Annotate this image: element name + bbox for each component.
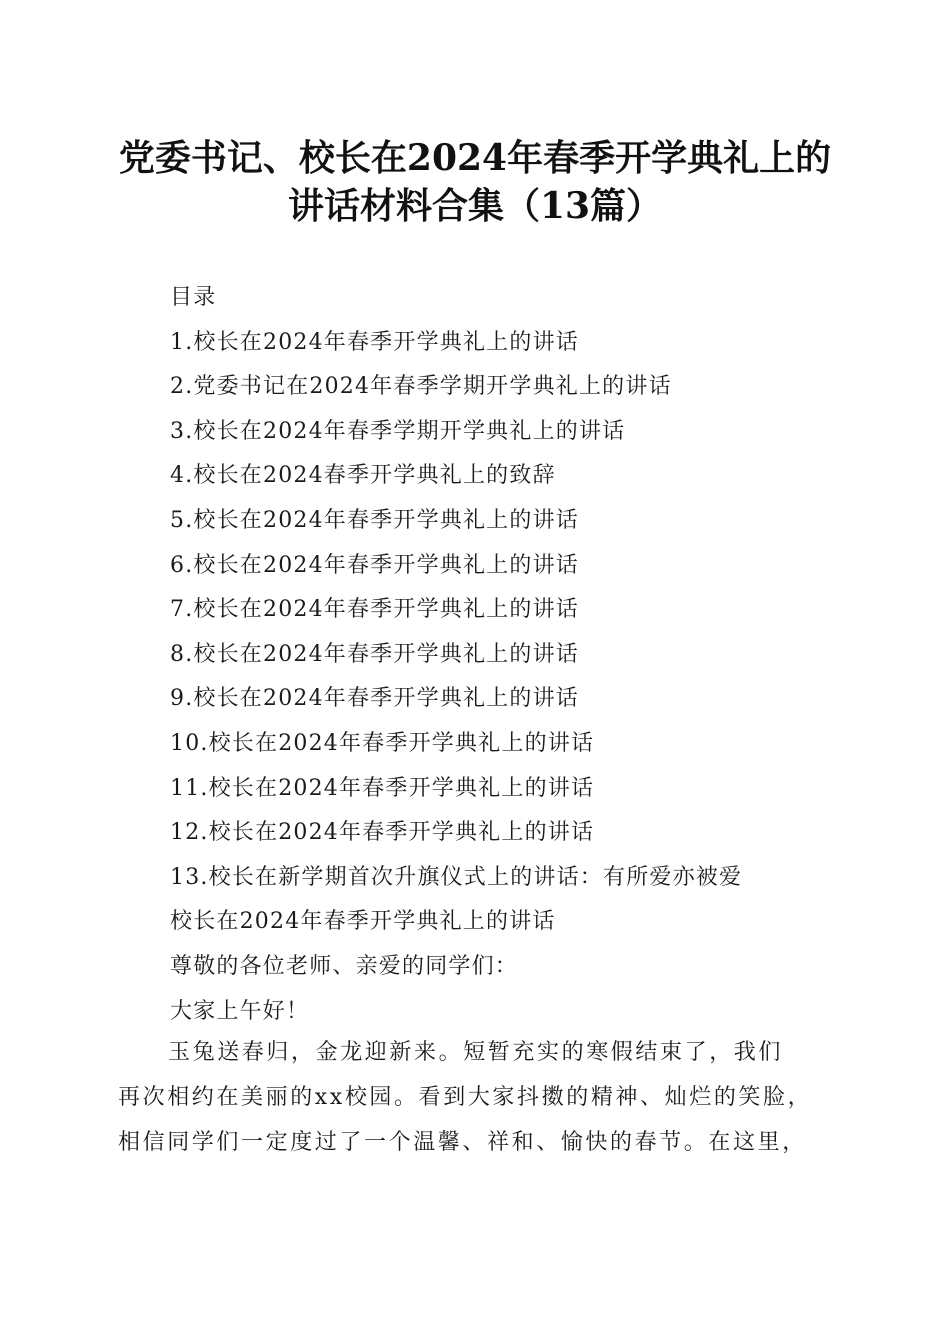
toc-item: 9.校长在2024年春季开学典礼上的讲话 [170, 686, 579, 712]
toc-item: 1.校长在2024年春季开学典礼上的讲话 [170, 329, 579, 355]
title-line-2: 讲话材料合集（13篇） [287, 185, 663, 227]
toc-item: 2.党委书记在2024年春季学期开学典礼上的讲话 [170, 374, 672, 400]
salutation: 尊敬的各位老师、亲爱的同学们： [170, 953, 519, 979]
table-of-contents [170, 276, 850, 1034]
document-title [100, 134, 850, 230]
section-title: 校长在2024年春季开学典礼上的讲话 [170, 909, 556, 935]
toc-item: 6.校长在2024年春季开学典礼上的讲话 [170, 552, 579, 578]
body-paragraph [118, 1030, 838, 1165]
toc-item: 13.校长在新学期首次升旗仪式上的讲话：有所爱亦被爱 [170, 864, 743, 890]
toc-heading: 目录 [170, 285, 217, 310]
toc-item: 11.校长在2024年春季开学典礼上的讲话 [170, 775, 595, 801]
paragraph-line: 相信同学们一定度过了一个温馨、祥和、愉快的春节。在这里， [118, 1130, 807, 1155]
title-line-1: 党委书记、校长在2024年春季开学典礼上的 [118, 137, 832, 179]
toc-item: 10.校长在2024年春季开学典礼上的讲话 [170, 730, 595, 756]
toc-item: 8.校长在2024年春季开学典礼上的讲话 [170, 641, 579, 667]
paragraph-line: 玉兔送春归，金龙迎新来。短暂充实的寒假结束了，我们 [168, 1040, 784, 1065]
toc-item: 3.校长在2024年春季学期开学典礼上的讲话 [170, 418, 626, 444]
toc-item: 4.校长在2024春季开学典礼上的致辞 [170, 463, 556, 489]
toc-item: 7.校长在2024年春季开学典礼上的讲话 [170, 597, 579, 623]
toc-item: 12.校长在2024年春季开学典礼上的讲话 [170, 820, 595, 846]
greeting: 大家上午好！ [170, 998, 310, 1024]
paragraph-line: 再次相约在美丽的xx校园。看到大家抖擞的精神、灿烂的笑脸， [118, 1085, 813, 1110]
toc-item: 5.校长在2024年春季开学典礼上的讲话 [170, 507, 579, 533]
